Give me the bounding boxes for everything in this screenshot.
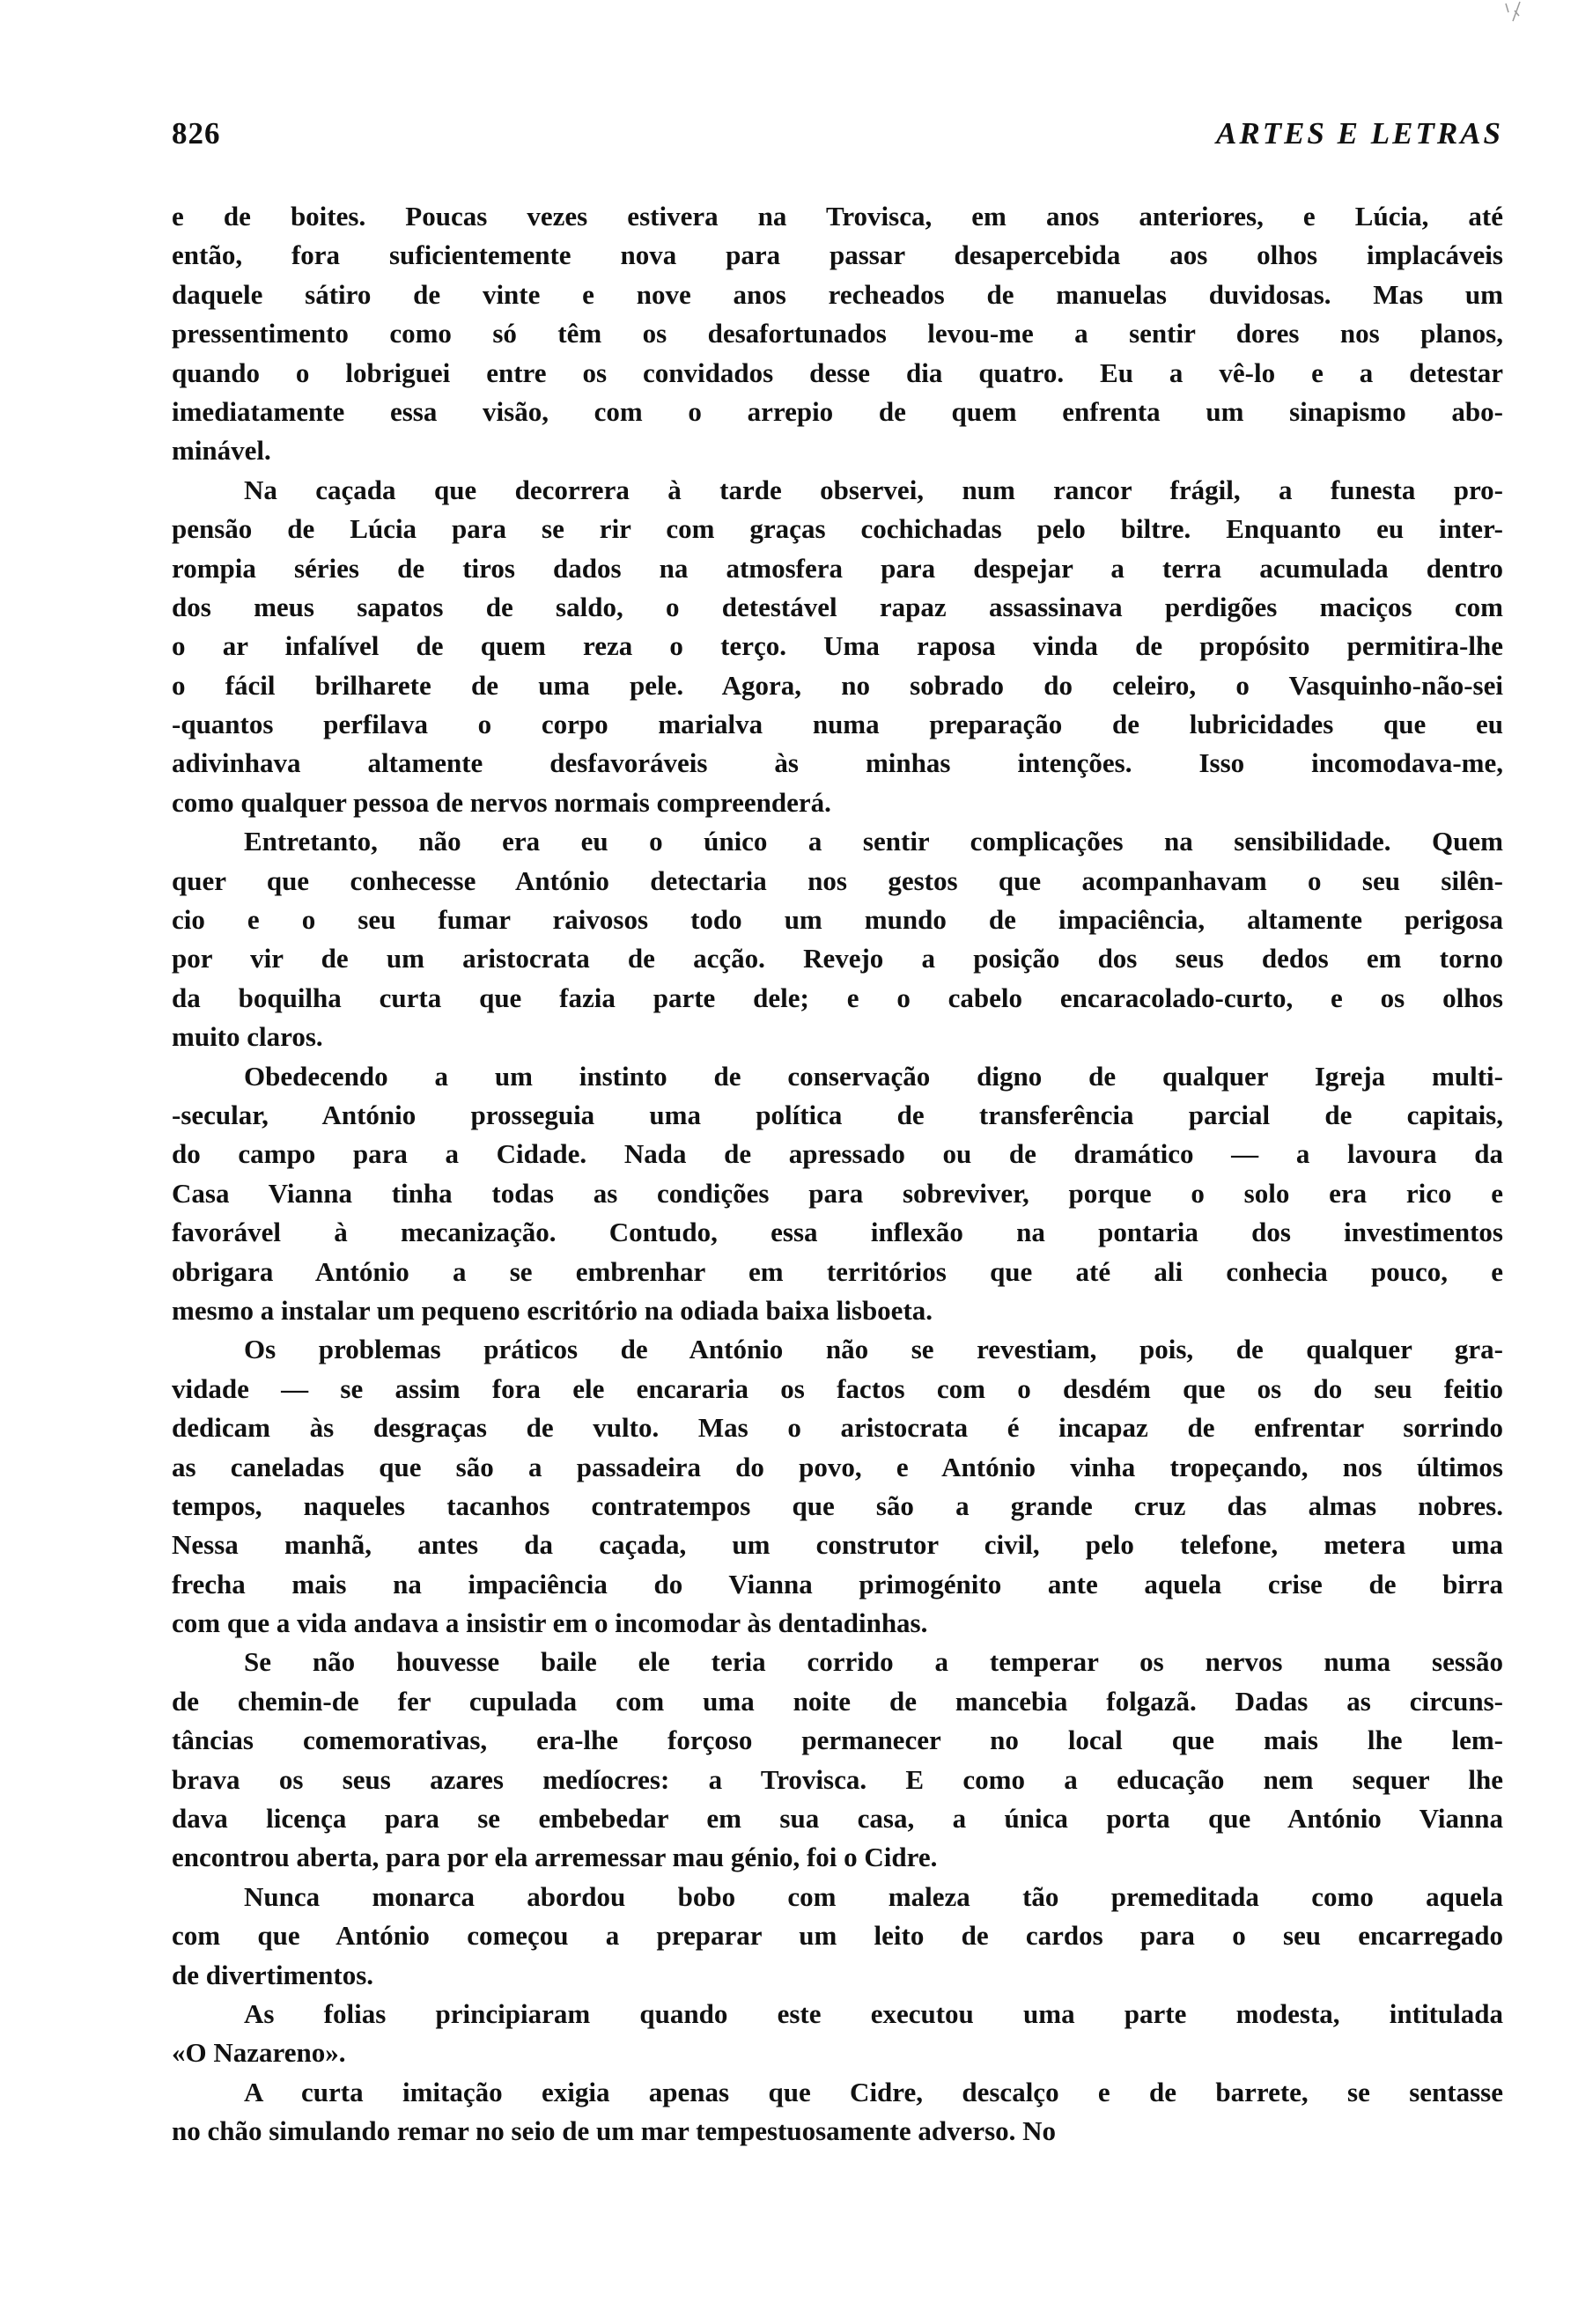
text-line: com que a vida andava a insistir em o incomodar às dentadinhas. (172, 1607, 928, 1639)
body-text (172, 197, 1503, 2151)
text-line: pensão de Lúcia para se rir com graças cochichadas pelo biltre. Enquanto eu inter- (172, 513, 1503, 545)
text-line: dos meus sapatos de saldo, o detestável rapaz assassinava perdigões maciços com (172, 591, 1503, 622)
text-line: de chemin-de fer cupulada com uma noite de mancebia folgazã. Dadas as circuns- (172, 1685, 1503, 1717)
text-line: por vir de um aristocrata de acção. Revejo a posição dos seus dedos em torno (172, 943, 1503, 974)
text-line: quando o lobriguei entre os convidados desse dia quatro. Eu a vê-lo e a detestar (172, 357, 1503, 388)
text-line: então, fora suficientemente nova para passar desapercebida aos olhos implacáveis (172, 239, 1503, 271)
text-line: As folias principiaram quando este executou uma parte modesta, intitulada (244, 1997, 1503, 2029)
text-line: -secular, António prosseguia uma política de transferência parcial de capitais, (172, 1099, 1503, 1130)
text-line: com que António começou a preparar um leito de cardos para o seu encarregado (172, 1920, 1503, 1952)
paragraph (172, 2073, 1503, 2151)
text-line: minável. (172, 435, 271, 467)
running-title: ARTES E LETRAS (1216, 116, 1503, 151)
text-line: obrigara António a se embrenhar em territórios que até ali conhecia pouco, e (172, 1255, 1503, 1287)
paragraph (172, 1057, 1503, 1331)
text-line: quer que conhecesse António detectaria nos gestos que acompanhavam o seu silên- (172, 864, 1503, 896)
paragraph (172, 822, 1503, 1056)
text-line: adivinhava altamente desfavoráveis às minhas intenções. Isso incomodava-me, (172, 747, 1503, 779)
text-line: rompia séries de tiros dados na atmosfera para despejar a terra acumulada dentro (172, 552, 1503, 584)
text-line: Nunca monarca abordou bobo com maleza tão premeditada como aquela (244, 1880, 1503, 1912)
text-line: muito claros. (172, 1021, 323, 1053)
text-line: cio e o seu fumar raivosos todo um mundo de impaciência, altamente perigosa (172, 904, 1503, 936)
text-line: Casa Vianna tinha todas as condições para sobreviver, porque o solo era rico e (172, 1177, 1503, 1209)
text-line: «O Nazareno». (172, 2037, 346, 2069)
text-line: dava licença para se embebedar em sua casa, a única porta que António Vianna (172, 1803, 1503, 1835)
text-line: Se não houvesse baile ele teria corrido a temperar os nervos numa sessão (244, 1646, 1503, 1678)
text-line: o ar infalível de quem reza o terço. Uma raposa vinda de propósito permitira-lhe (172, 630, 1503, 662)
text-line: do campo para a Cidade. Nada de apressado ou de dramático — a lavoura da (172, 1138, 1503, 1170)
text-line: tempos, naqueles tacanhos contratempos que são a grande cruz das almas nobres. (172, 1489, 1503, 1521)
text-line: -quantos perfilava o corpo marialva numa preparação de lubricidades que eu (172, 709, 1503, 740)
paragraph (172, 471, 1503, 823)
text-line: A curta imitação exigia apenas que Cidre, descalço e de barrete, se sentasse (244, 2076, 1503, 2107)
text-line: imediatamente essa visão, com o arrepio de quem enfrenta um sinapismo abo- (172, 395, 1503, 427)
text-line: dedicam às desgraças de vulto. Mas o aristocrata é incapaz de enfrentar sorrindo (172, 1412, 1503, 1444)
text-line: vidade — se assim fora ele encararia os factos com o desdém que os do seu feitio (172, 1372, 1503, 1404)
paragraph (172, 1643, 1503, 1877)
paragraph (172, 197, 1503, 471)
text-line: de divertimentos. (172, 1959, 374, 1990)
text-line: no chão simulando remar no seio de um mar tempestuosamente adverso. No (172, 2115, 1057, 2147)
text-line: brava os seus azares medíocres: a Trovisca. E como a educação nem sequer lhe (172, 1763, 1503, 1795)
text-line: e de boites. Poucas vezes estivera na Trovisca, em anos anteriores, e Lúcia, até (172, 201, 1503, 232)
text-line: da boquilha curta que fazia parte dele; e o cabelo encaracolado-curto, e os olhos (172, 982, 1503, 1013)
text-line: o fácil brilharete de uma pele. Agora, no sobrado do celeiro, o Vasquinho-não-sei (172, 669, 1503, 701)
paragraph (172, 1330, 1503, 1643)
text-line: como qualquer pessoa de nervos normais compreenderá. (172, 786, 831, 818)
text-line: frecha mais na impaciência do Vianna primogénito ante aquela crise de birra (172, 1568, 1503, 1600)
text-line: Nessa manhã, antes da caçada, um construtor civil, pelo telefone, metera uma (172, 1529, 1503, 1561)
text-line: tâncias comemorativas, era-lhe forçoso permanecer no local que mais lhe lem- (172, 1725, 1503, 1756)
text-line: Obedecendo a um instinto de conservação digno de qualquer Igreja multi- (244, 1060, 1503, 1092)
corner-scan-mark (1497, 0, 1532, 30)
page-header (172, 113, 1503, 155)
text-line: as caneladas que são a passadeira do povo, e António vinha tropeçando, nos últimos (172, 1451, 1503, 1482)
text-line: mesmo a instalar um pequeno escritório na odiada baixa lisboeta. (172, 1294, 933, 1326)
text-line: favorável à mecanização. Contudo, essa inflexão na pontaria dos investimentos (172, 1217, 1503, 1248)
text-line: Na caçada que decorrera à tarde observei, num rancor frágil, a funesta pro- (244, 474, 1503, 505)
text-line: Os problemas práticos de António não se revestiam, pois, de qualquer gra- (244, 1334, 1503, 1365)
page-number: 826 (172, 116, 221, 151)
text-line: encontrou aberta, para por ela arremessar mau génio, foi o Cidre. (172, 1842, 938, 1873)
paragraph (172, 1878, 1503, 1995)
text-line: Entretanto, não era eu o único a sentir complicações na sensibilidade. Quem (244, 826, 1503, 857)
text-line: pressentimento como só têm os desafortunados levou-me a sentir dores nos planos, (172, 318, 1503, 349)
text-line: daquele sátiro de vinte e nove anos recheados de manuelas duvidosas. Mas um (172, 278, 1503, 310)
paragraph (172, 1995, 1503, 2073)
